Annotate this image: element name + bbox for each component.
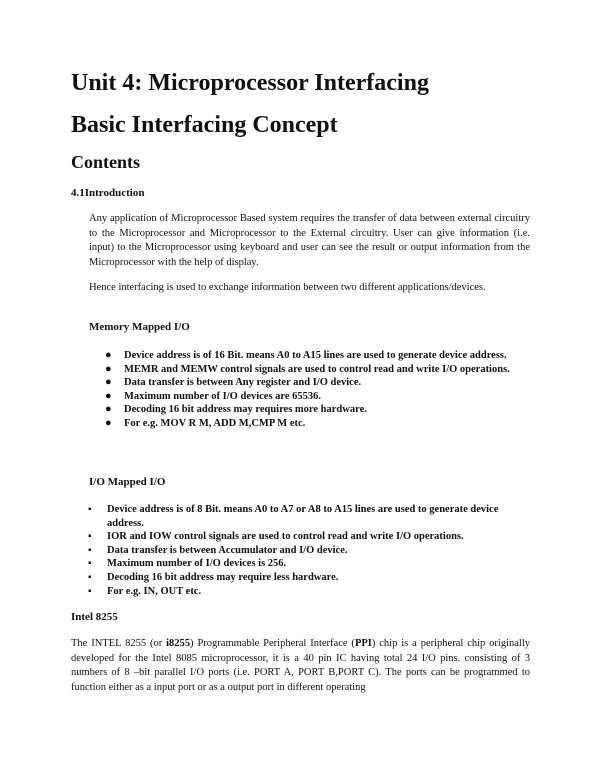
bullet-square-icon: ▪ — [88, 504, 92, 515]
bullet-dot-icon: ● — [105, 376, 112, 389]
list-item: ● MEMR and MEMW control signals are used to control read and write I/O operations. — [105, 362, 510, 375]
io-mapped-list — [88, 503, 512, 598]
section-introduction-heading: 4.1Introduction — [71, 187, 145, 199]
list-item: ▪ Device address is of 8 Bit. means A0 to A7 or A8 to A15 lines are used to generate device address. — [88, 504, 499, 529]
list-item: ▪ Data transfer is between Accumulator and I/O device. — [88, 544, 348, 556]
page-subtitle: Basic Interfacing Concept — [71, 112, 338, 138]
list-item: ▪ For e.g. IN, OUT etc. — [88, 585, 202, 597]
bullet-square-icon: ▪ — [88, 571, 92, 583]
list-item: ● Device address is of 16 Bit. means A0 to A15 lines are used to generate device address. — [105, 349, 507, 361]
unit-title: Unit 4: Microprocessor Interfacing — [71, 70, 429, 96]
list-item: ▪ Maximum number of I/O devices is 256. — [88, 558, 287, 570]
list-item: ● Decoding 16 bit address may requires more hardware. — [105, 403, 367, 416]
bullet-dot-icon: ● — [105, 362, 112, 375]
list-item: ● For e.g. MOV R M, ADD M,CMP M etc. — [105, 416, 306, 429]
list-item: ● Data transfer is between Any register and I/O device. — [105, 376, 362, 389]
memory-mapped-heading: Memory Mapped I/O — [89, 321, 190, 333]
contents-heading: Contents — [71, 152, 141, 172]
bullet-dot-icon: ● — [105, 403, 112, 416]
intro-paragraph-1: Any application of Microprocessor Based system requires the transfer of data between external circuitry to the Microprocessor and Microprocessor to the External circuitry. User can give information (i.e. input) to the Microprocessor using keyboard and user can see the result or output information from the Microprocessor with the help of display. — [89, 213, 530, 268]
bullet-square-icon: ▪ — [88, 544, 92, 556]
intel-8255-paragraph: The INTEL 8255 (or i8255) Programmable Peripheral Interface (PPI) chip is a peripheral chip originally developed for the Intel 8085 microprocessor, it is a 40 pin IC having total 24 I/O pins. consisting of 3 numbers of 8 –bit parallel I/O ports (i.e. PORT A, PORT B,PORT C). The ports can be programmed to function either as a input port or as a output port in different operating — [71, 638, 530, 693]
bullet-square-icon: ▪ — [88, 531, 92, 543]
bullet-dot-icon: ● — [105, 389, 112, 402]
bullet-square-icon: ▪ — [88, 558, 92, 570]
bullet-square-icon: ▪ — [88, 585, 92, 597]
list-item: ● Maximum number of I/O devices are 65536. — [105, 389, 322, 402]
list-item: ▪ Decoding 16 bit address may require less hardware. — [88, 571, 339, 583]
memory-mapped-list — [105, 349, 530, 431]
io-mapped-heading: I/O Mapped I/O — [89, 476, 166, 488]
intel-8255-heading: Intel 8255 — [71, 611, 118, 623]
intro-paragraph-2: Hence interfacing is used to exchange information between two different applications/devices. — [89, 282, 486, 293]
list-item: ▪ IOR and IOW control signals are used to control read and write I/O operations. — [88, 531, 464, 543]
bullet-dot-icon: ● — [105, 416, 112, 429]
bullet-dot-icon: ● — [105, 349, 112, 361]
